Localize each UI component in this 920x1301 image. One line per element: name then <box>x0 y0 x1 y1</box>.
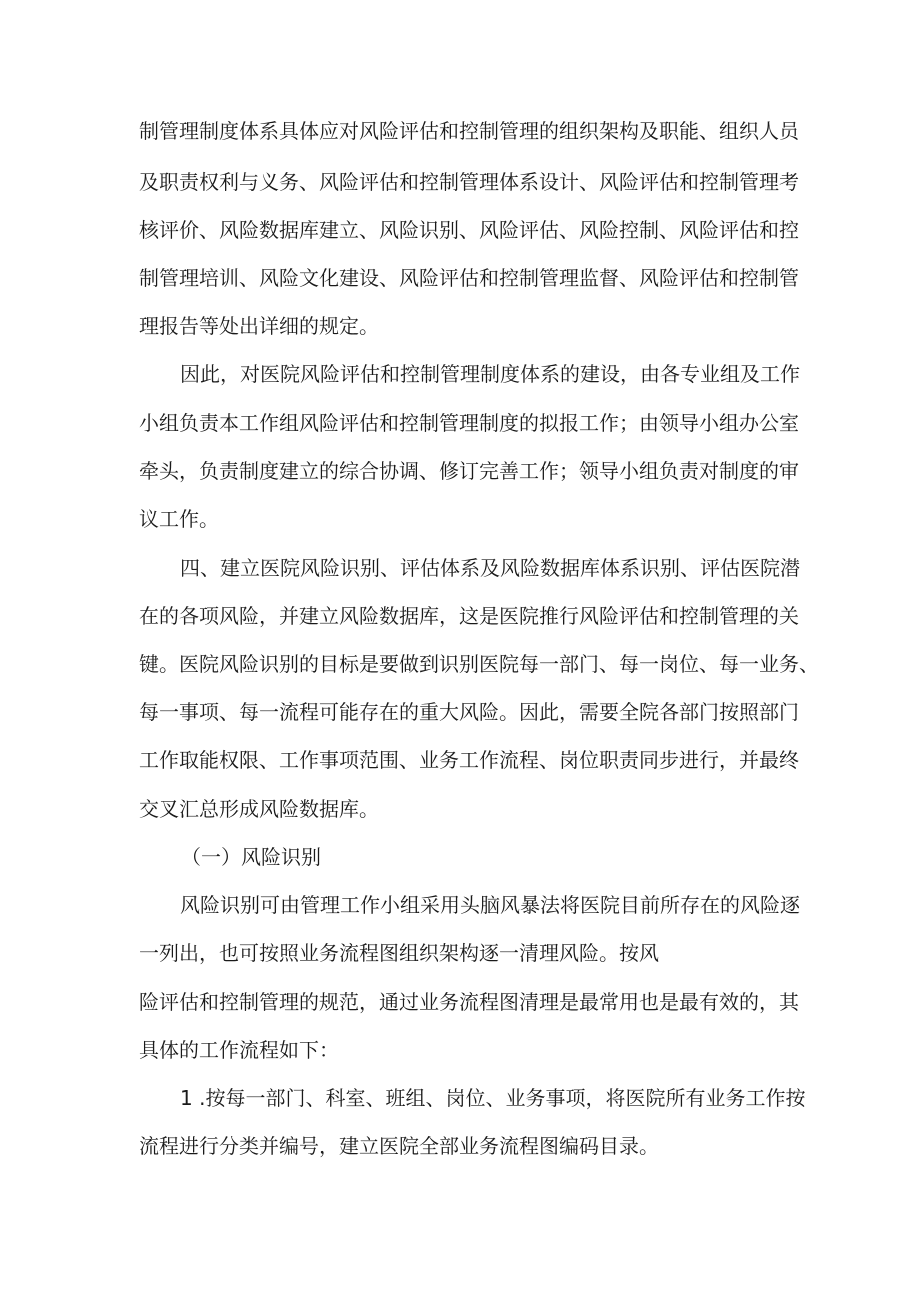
text-line: 及职责权利与义务、风险评估和控制管理体系设计、风险评估和控制管理考 <box>139 170 799 194</box>
paragraph-start-line: 因此，对医院风险评估和控制管理制度体系的建设，由各专业组及工作 <box>180 362 800 386</box>
text-line: 制管理培训、风险文化建设、风险评估和控制管理监督、风险评估和控制管 <box>139 266 799 290</box>
list-item-line: 1 .按每一部门、科室、班组、岗位、业务事项，将医院所有业务工作按 <box>180 1086 806 1110</box>
text-line: 险评估和控制管理的规范，通过业务流程图清理是最常用也是最有效的，其 <box>139 990 799 1014</box>
section-heading: （一）风险识别 <box>181 845 321 869</box>
text-line: 工作取能权限、工作事项范围、业务工作流程、岗位职责同步进行，并最终 <box>139 748 799 772</box>
text-line: 流程进行分类并编号，建立医院全部业务流程图编码目录。 <box>139 1134 659 1158</box>
paragraph-start-line: 风险识别可由管理工作小组采用头脑风暴法将医院目前所存在的风险逐 <box>180 893 800 917</box>
text-line: 核评价、风险数据库建立、风险识别、风险评估、风险控制、风险评估和控 <box>139 218 799 242</box>
text-line: 小组负责本工作组风险评估和控制管理制度的拟报工作；由领导小组办公室 <box>139 411 799 435</box>
text-line: 议工作。 <box>139 507 219 531</box>
text-line: 具体的工作流程如下： <box>139 1038 339 1062</box>
text-line: 键。医院风险识别的目标是要做到识别医院每一部门、每一岗位、每一业务、 <box>139 652 819 676</box>
text-line: 每一事项、每一流程可能存在的重大风险。因此，需要全院各部门按照部门 <box>139 700 799 724</box>
text-line: 一列出，也可按照业务流程图组织架构逐一清理风险。按风 <box>139 941 659 965</box>
text-line: 交叉汇总形成风险数据库。 <box>139 797 379 821</box>
text-line: 理报告等处出详细的规定。 <box>139 314 379 338</box>
text-line: 牵头，负责制度建立的综合协调、修订完善工作；领导小组负责对制度的审 <box>139 459 799 483</box>
paragraph-start-line: 四、建立医院风险识别、评估体系及风险数据库体系识别、评估医院潜 <box>180 556 800 580</box>
text-line: 制管理制度体系具体应对风险评估和控制管理的组织架构及职能、组织人员 <box>139 119 799 143</box>
text-line: 在的各项风险，并建立风险数据库，这是医院推行风险评估和控制管理的关 <box>139 604 799 628</box>
